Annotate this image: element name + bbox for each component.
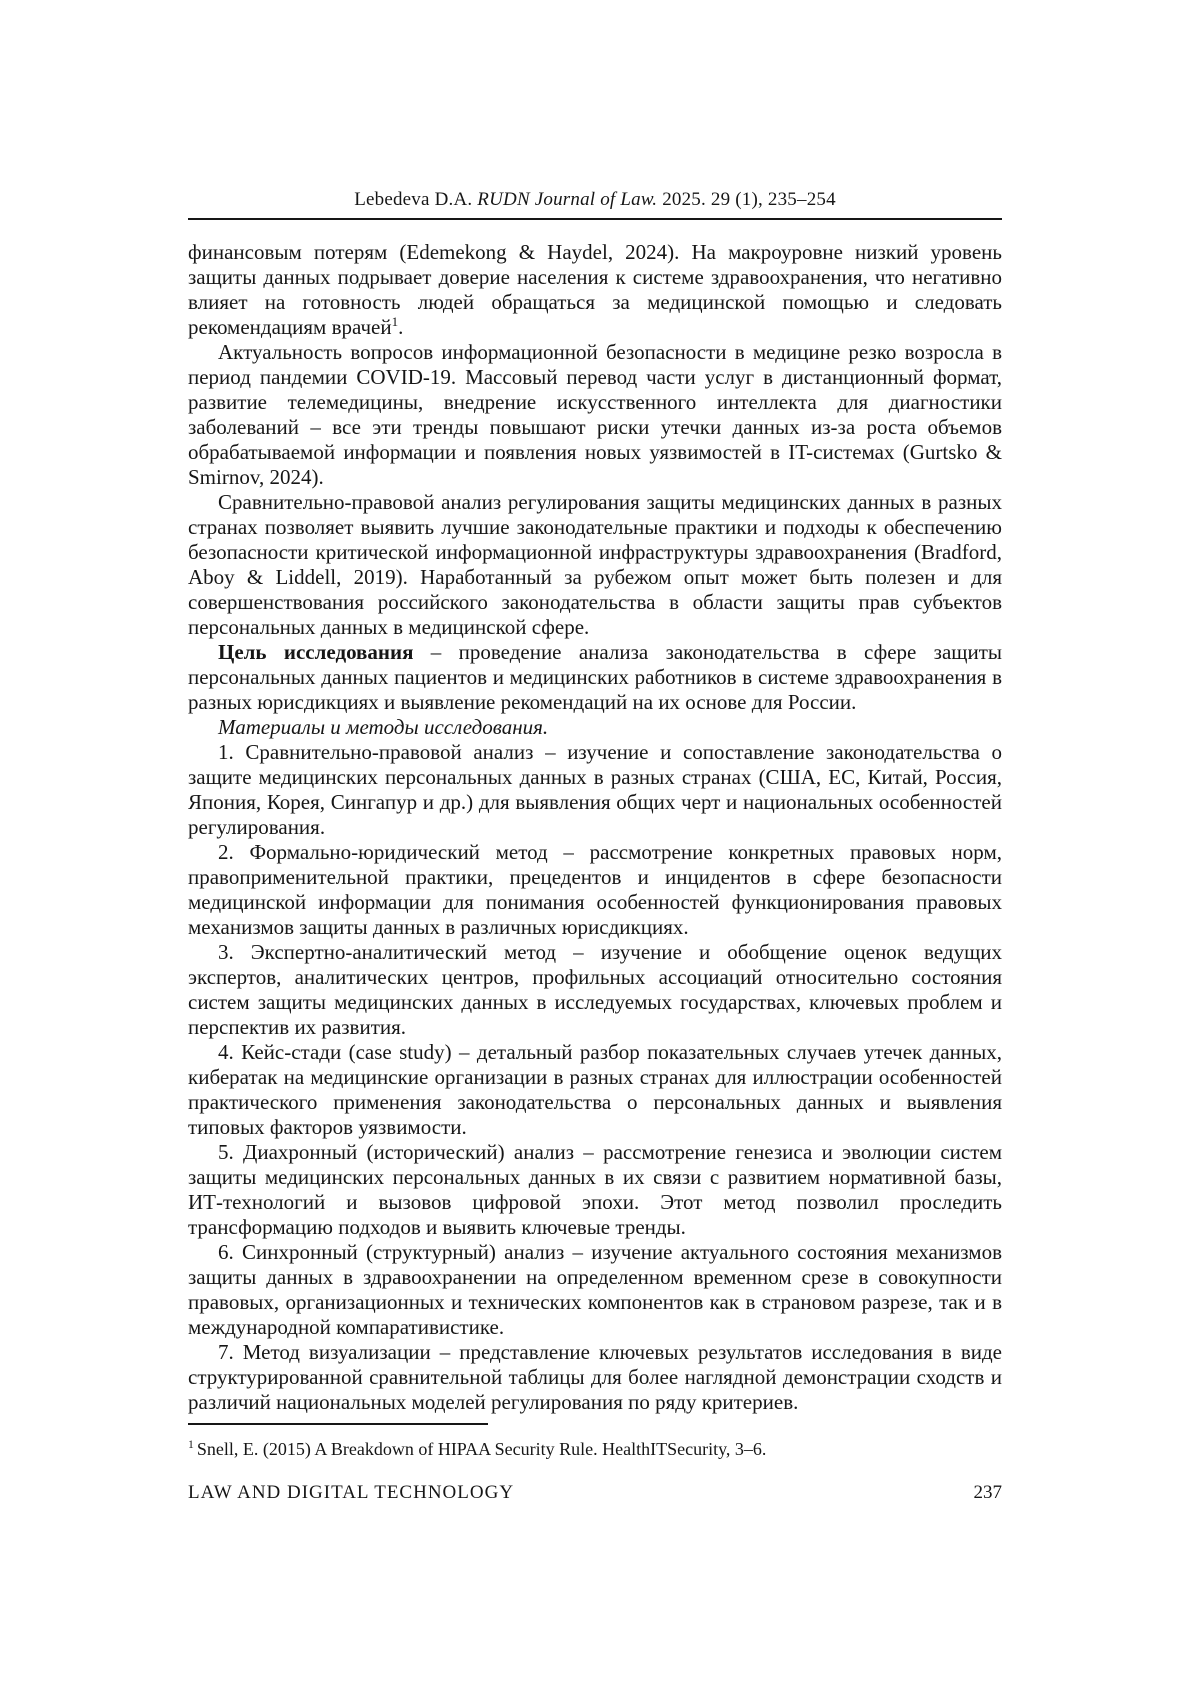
text-run: 4. Кейс-стади (case study) – детальный разбор показательных случаев утечек данных, кибератак на медицинские организации в разных странах для иллюстрации особенностей практического применения законодательства о персональных данных и выявления типовых факторов уязвимости. xyxy=(188,1040,1002,1139)
header-journal-title: RUDN Journal of Law. xyxy=(477,189,663,210)
paragraph xyxy=(188,490,1002,640)
footnote-marker: 1 xyxy=(188,1438,194,1451)
paragraph xyxy=(188,740,1002,840)
text-run: 5. Диахронный (исторический) анализ – рассмотрение генезиса и эволюции систем защиты медицинских персональных данных в их связи с развитием нормативной базы, ИТ-технологий и вызовов цифровой эпохи. Этот метод позволил проследить трансформацию подходов и выявить ключевые тренды. xyxy=(188,1140,1002,1239)
header-rule xyxy=(188,218,1002,220)
text-run: 6. Синхронный (структурный) анализ – изучение актуального состояния механизмов защиты данных в здравоохранении на определенном временном срезе в совокупности правовых, организационных и технических компонентов как в страновом разрезе, так и в международной компаративистике. xyxy=(188,1240,1002,1339)
paragraph xyxy=(188,1240,1002,1340)
paragraph xyxy=(188,840,1002,940)
paragraph xyxy=(188,1340,1002,1415)
paragraph xyxy=(188,1040,1002,1140)
text-run: . xyxy=(398,315,404,339)
footer-section-title: LAW AND DIGITAL TECHNOLOGY xyxy=(188,1482,515,1503)
footnote xyxy=(188,1438,1002,1460)
paragraph xyxy=(188,1140,1002,1240)
page-number: 237 xyxy=(973,1482,1002,1503)
italic-run: Материалы и методы исследования. xyxy=(218,715,549,739)
page-footer xyxy=(188,1482,1002,1504)
paragraph xyxy=(188,240,1002,340)
running-header xyxy=(188,189,1002,211)
header-author: Lebedeva D.A. xyxy=(354,189,478,210)
footnote-reference: 1 xyxy=(391,314,399,329)
header-citation: 2025. 29 (1), 235–254 xyxy=(662,189,836,210)
footnote-separator-rule xyxy=(188,1423,488,1425)
text-run: Сравнительно-правовой анализ регулирования защиты медицинских данных в разных странах позволяет выявить лучшие законодательные практики и подходы к обеспечению безопасности критической информационной инфраструктуры здравоохранения (Bradford, Aboy & Liddell, 2019). Наработанный за рубежом опыт может быть полезен и для совершенствования российского законодательства в области защиты прав субъектов персональных данных в медицинской сфере. xyxy=(188,490,1002,639)
paragraph xyxy=(188,340,1002,490)
paragraph xyxy=(188,940,1002,1040)
text-run: Актуальность вопросов информационной безопасности в медицине резко возросла в период пандемии COVID-19. Массовый перевод части услуг в дистанционный формат, развитие телемедицины, внедрение искусственного интеллекта для диагностики заболеваний – все эти тренды повышают риски утечки данных из-за роста объемов обрабатываемой информации и появления новых уязвимостей в IT-системах (Gurtsko & Smirnov, 2024). xyxy=(188,340,1002,489)
text-run: 3. Экспертно-аналитический метод – изучение и обобщение оценок ведущих экспертов, аналитических центров, профильных ассоциаций относительно состояния систем защиты медицинских данных в исследуемых государствах, ключевых проблем и перспектив их развития. xyxy=(188,940,1002,1039)
bold-run: Цель исследования xyxy=(218,640,414,664)
text-run: – проведение анализа законодательства в сфере защиты персональных данных пациентов и медицинских работников в системе здравоохранения в разных юрисдикциях и выявление рекомендаций на их основе для России. xyxy=(188,640,1002,714)
paragraph xyxy=(188,715,1002,740)
article-body xyxy=(188,240,1002,1415)
text-run: 7. Метод визуализации – представление ключевых результатов исследования в виде структурированной сравнительной таблицы для более наглядной демонстрации сходств и различий национальных моделей регулирования по ряду критериев. xyxy=(188,1340,1002,1414)
text-run: 2. Формально-юридический метод – рассмотрение конкретных правовых норм, правоприменительной практики, прецедентов и инцидентов в сфере безопасности медицинской информации для понимания особенностей функционирования правовых механизмов защиты данных в различных юрисдикциях. xyxy=(188,840,1002,939)
footnote-text: Snell, E. (2015) A Breakdown of HIPAA Security Rule. HealthITSecurity, 3–6. xyxy=(196,1439,767,1459)
text-run: финансовым потерям (Edemekong & Haydel, 2024). На макроуровне низкий уровень защиты данных подрывает доверие населения к системе здравоохранения, что негативно влияет на готовность людей обращаться за медицинской помощью и следовать рекомендациям врачей xyxy=(188,240,1002,339)
text-run: 1. Сравнительно-правовой анализ – изучение и сопоставление законодательства о защите медицинских персональных данных в разных странах (США, ЕС, Китай, Россия, Япония, Корея, Сингапур и др.) для выявления общих черт и национальных особенностей регулирования. xyxy=(188,740,1002,839)
paragraph xyxy=(188,640,1002,715)
